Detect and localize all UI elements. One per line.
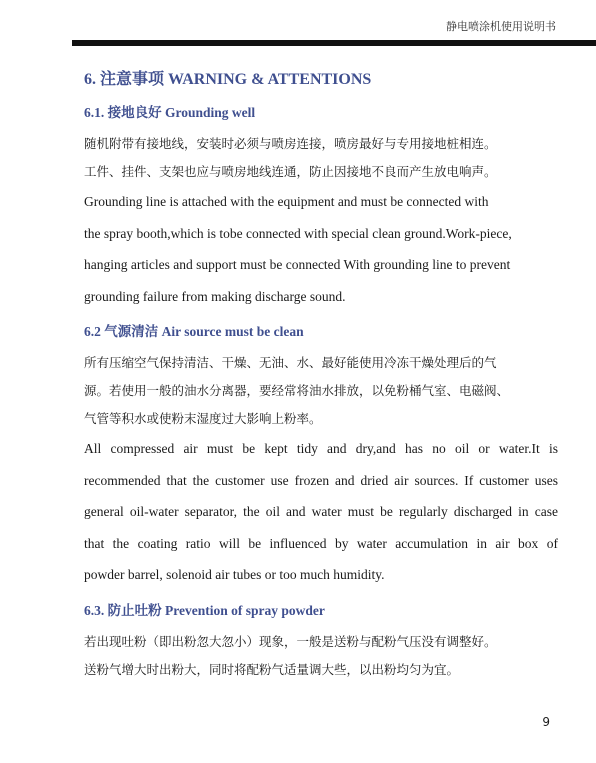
subsection-heading-grounding: 6.1. 接地良好 Grounding well xyxy=(84,105,256,120)
text-line: 源。若使用一般的油水分离器，要经常将油水排放，以免粉桶气室、电磁阀、 xyxy=(84,383,510,398)
text-line: 若出现吐粉（即出粉忽大忽小）现象，一般是送粉与配粉气压没有调整好。 xyxy=(84,633,497,649)
text-line: general oil-water separator, the oil and water must be regularly discharged in case xyxy=(84,504,558,519)
paragraph-en-grounding xyxy=(84,186,558,312)
subsection-heading-spray-powder: 6.3. 防止吐粉 Prevention of spray powder xyxy=(84,602,325,618)
paragraph-en-air-source xyxy=(84,433,558,591)
text-line: grounding failure from making discharge sound. xyxy=(84,288,346,304)
subsection-heading-air-source: 6.2 气源清洁 Air source must be clean xyxy=(84,324,304,339)
text-line: hanging articles and support must be connected With grounding line to prevent xyxy=(84,257,511,272)
paragraph-cn-grounding xyxy=(84,130,558,186)
page-number: 9 xyxy=(542,715,550,729)
section-heading: 6. 注意事项 WARNING & ATTENTIONS xyxy=(84,71,372,88)
text-line: 所有压缩空气保持清洁、干燥、无油、水、最好能使用冷冻干燥处理后的气 xyxy=(84,355,497,370)
text-line: powder barrel, solenoid air tubes or too much humidity. xyxy=(84,567,385,582)
paragraph-cn-air-source xyxy=(84,349,558,433)
text-line: All compressed air must be kept tidy and dry,and has no oil or water.It is xyxy=(84,441,558,456)
paragraph-cn-spray-powder xyxy=(84,628,558,684)
text-line: 气管等积水或使粉末湿度过大影响上粉率。 xyxy=(84,411,322,426)
page-header-title: 静电喷涂机使用说明书 xyxy=(446,20,556,33)
page-content xyxy=(84,66,558,684)
text-line: Grounding line is attached with the equipment and must be connected with xyxy=(84,194,489,209)
text-line: recommended that the customer use frozen and dried air sources. If customer uses xyxy=(84,472,558,488)
header-rule xyxy=(72,40,596,46)
text-line: 工件、挂件、支架也应与喷房地线连通，防止因接地不良而产生放电响声。 xyxy=(84,164,497,179)
text-line: 随机附带有接地线，安装时必须与喷房连接，喷房最好与专用接地桩相连。 xyxy=(84,136,497,151)
text-line: 送粉气增大时出粉大，同时将配粉气适量调大些，以出粉均匀为宜。 xyxy=(84,661,460,677)
text-line: that the coating ratio will be influenced by water accumulation in air box of xyxy=(84,535,558,551)
text-line: the spray booth,which is tobe connected with special clean ground.Work-piece, xyxy=(84,225,512,241)
